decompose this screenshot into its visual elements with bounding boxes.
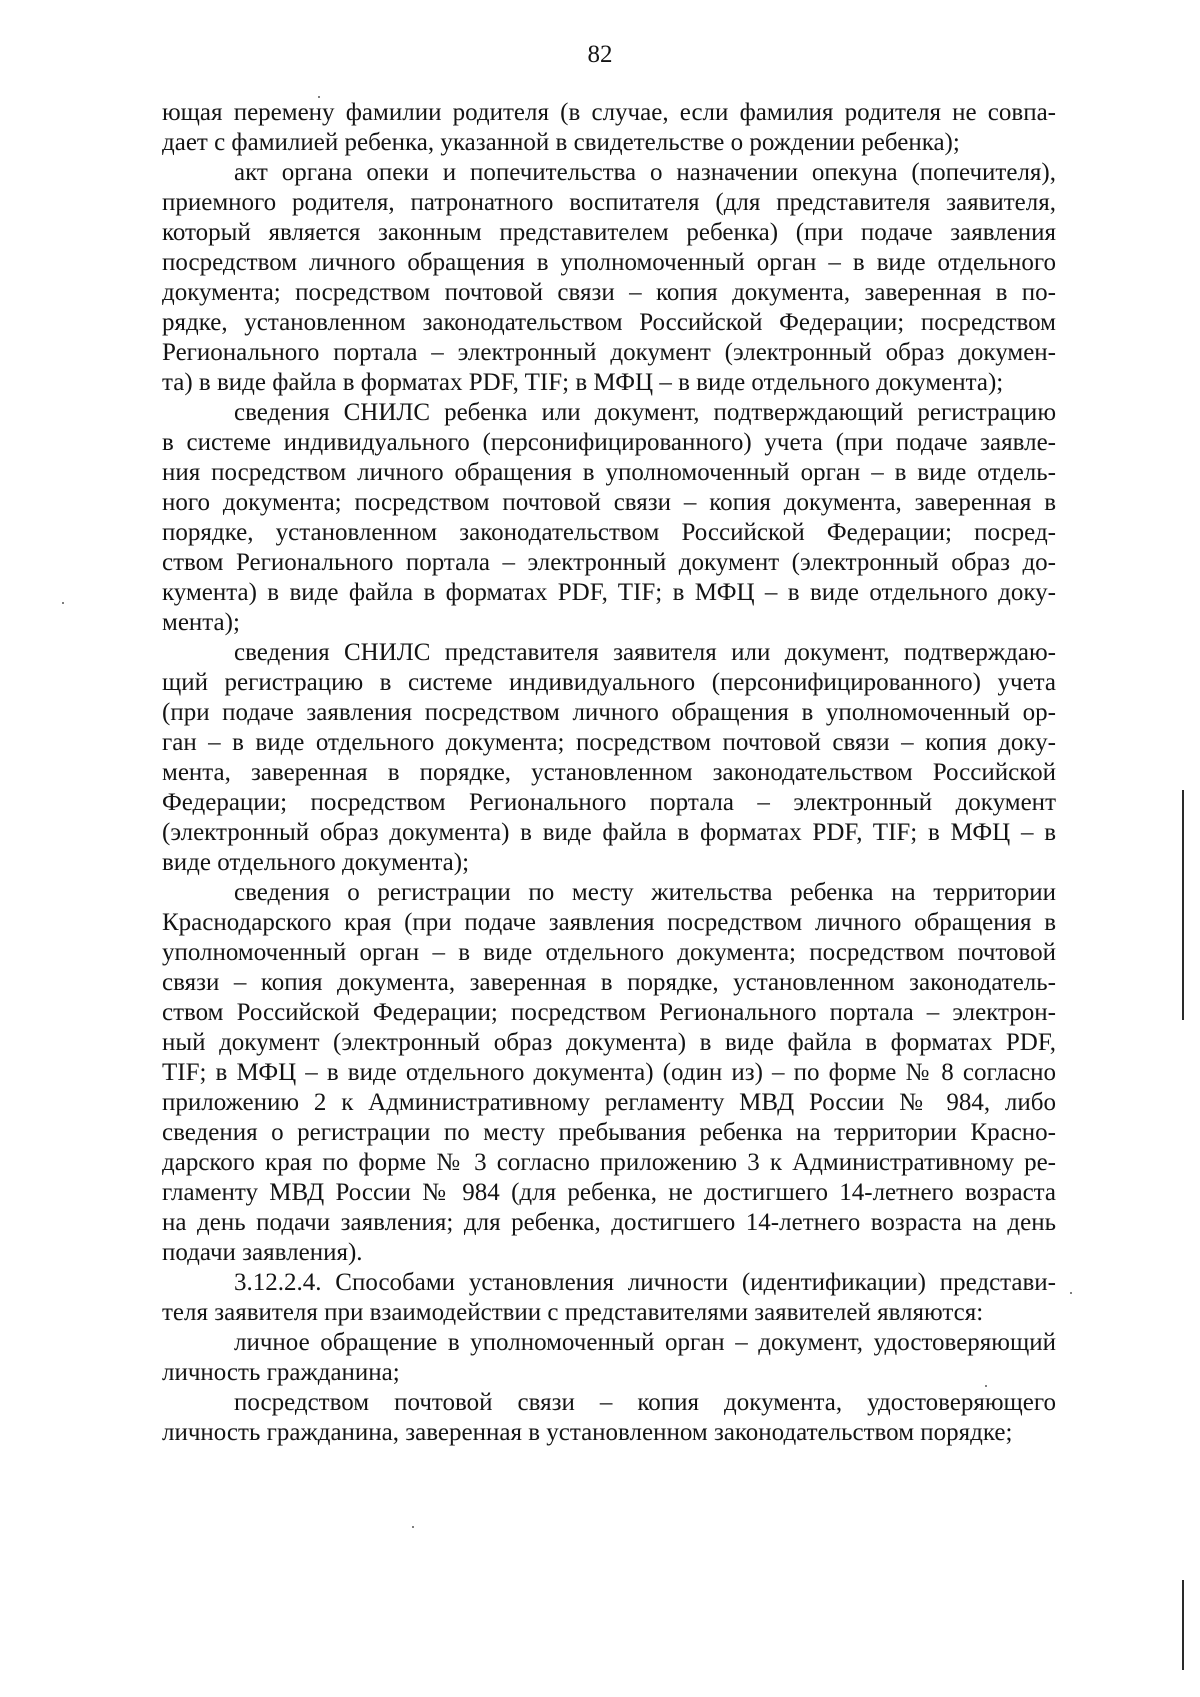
scan-speck (62, 602, 64, 604)
scan-speck (985, 1385, 987, 1387)
scan-edge-mark-lower (1182, 1580, 1184, 1670)
text-line: посредством личного обращения в уполномоченный орган – в виде отдельного (162, 249, 1056, 276)
text-line: Федерации; посредством Регионального портала – электронный документ (162, 789, 1056, 816)
text-line: теля заявителя при взаимодействии с представителями заявителей являются: (162, 1299, 984, 1326)
text-line: в системе индивидуального (персонифицированного) учета (при подаче заявле- (162, 429, 1056, 456)
text-line: уполномоченный орган – в виде отдельного документа; посредством почтовой (162, 939, 1056, 966)
text-line: личное обращение в уполномоченный орган – документ, удостоверяющий (234, 1329, 1056, 1356)
text-line: сведения СНИЛС представителя заявителя или документ, подтверждаю- (234, 639, 1056, 666)
text-line: та) в виде файла в форматах PDF, TIF; в МФЦ – в виде отдельного документа); (162, 369, 1004, 396)
scan-speck (412, 1526, 414, 1528)
text-line: на день подачи заявления; для ребенка, достигшего 14-летнего возраста на день (162, 1209, 1056, 1236)
text-line: сведения СНИЛС ребенка или документ, подтверждающий регистрацию (234, 399, 1056, 426)
text-line: ния посредством личного обращения в уполномоченный орган – в виде отдель- (162, 459, 1056, 486)
text-line: связи – копия документа, заверенная в порядке, установленном законодатель- (162, 969, 1056, 996)
text-line: (при подаче заявления посредством личного обращения в уполномоченный ор- (162, 699, 1056, 726)
text-line: личность гражданина, заверенная в установленном законодательством порядке; (162, 1419, 1013, 1446)
text-line: ного документа; посредством почтовой связи – копия документа, заверенная в (162, 489, 1056, 516)
document-body (162, 98, 1056, 1448)
text-line: Краснодарского края (при подаче заявления посредством личного обращения в (162, 909, 1056, 936)
text-line: Регионального портала – электронный документ (электронный образ докумен- (162, 339, 1056, 366)
text-line: подачи заявления). (162, 1239, 363, 1266)
text-line: мента, заверенная в порядке, установленном законодательством Российской (162, 759, 1056, 786)
text-line: кумента) в виде файла в форматах PDF, TIF; в МФЦ – в виде отдельного доку- (162, 579, 1056, 606)
text-line: личность гражданина; (162, 1359, 400, 1386)
text-line: посредством почтовой связи – копия документа, удостоверяющего (234, 1389, 1056, 1416)
text-line: TIF; в МФЦ – в виде отдельного документа) (один из) – по форме № 8 согласно (162, 1059, 1056, 1086)
text-line: сведения о регистрации по месту жительства ребенка на территории (234, 879, 1056, 906)
text-line: щий регистрацию в системе индивидуального (персонифицированного) учета (162, 669, 1056, 696)
scan-edge-mark (1182, 790, 1184, 1020)
text-line: приложению 2 к Административному регламенту МВД России № 984, либо (162, 1089, 1056, 1116)
scan-speck (318, 96, 320, 98)
text-line: ством Российской Федерации; посредством Регионального портала – электрон- (162, 999, 1056, 1026)
text-line: дарского края по форме № 3 согласно приложению 3 к Административному ре- (162, 1149, 1056, 1176)
scan-speck (1070, 1292, 1072, 1294)
text-line: который является законным представителем ребенка) (при подаче заявления (162, 219, 1056, 246)
text-line: виде отдельного документа); (162, 849, 470, 876)
text-line: ством Регионального портала – электронный документ (электронный образ до- (162, 549, 1056, 576)
text-line: порядке, установленном законодательством Российской Федерации; посред- (162, 519, 1056, 546)
text-line: сведения о регистрации по месту пребывания ребенка на территории Красно- (162, 1119, 1056, 1146)
text-line: акт органа опеки и попечительства о назначении опекуна (попечителя), (234, 159, 1056, 186)
text-line: приемного родителя, патронатного воспитателя (для представителя заявителя, (162, 189, 1056, 216)
text-line: дает с фамилией ребенка, указанной в свидетельстве о рождении ребенка); (162, 129, 960, 156)
page-number: 82 (587, 41, 613, 68)
text-line: гламенту МВД России № 984 (для ребенка, не достигшего 14-летнего возраста (162, 1179, 1056, 1206)
text-line: ган – в виде отдельного документа; посредством почтовой связи – копия доку- (162, 729, 1056, 756)
text-line: документа; посредством почтовой связи – копия документа, заверенная в по- (162, 279, 1056, 306)
text-line: рядке, установленном законодательством Российской Федерации; посредством (162, 309, 1056, 336)
text-line: мента); (162, 609, 240, 636)
text-line: 3.12.2.4. Способами установления личности (идентификации) представи- (234, 1269, 1056, 1296)
text-line: ный документ (электронный образ документа) в виде файла в форматах PDF, (162, 1029, 1056, 1056)
text-line: ющая перемену фамилии родителя (в случае, если фамилия родителя не совпа- (162, 99, 1056, 126)
text-line: (электронный образ документа) в виде файла в форматах PDF, TIF; в МФЦ – в (162, 819, 1056, 846)
